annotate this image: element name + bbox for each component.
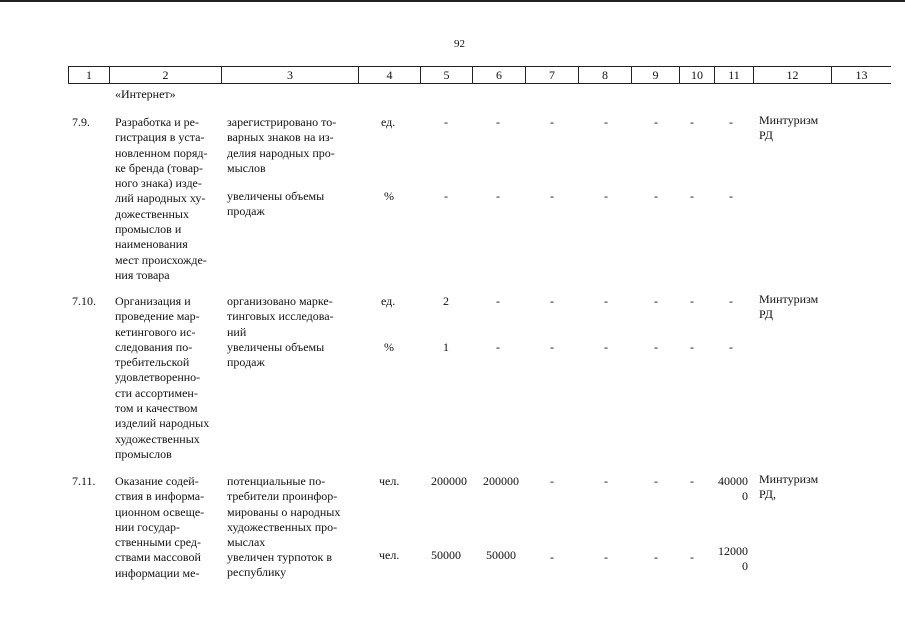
value-col-10: -: [690, 550, 694, 564]
indicator-text: увеличены объемы продаж: [227, 189, 325, 219]
carry-over-text: «Интернет»: [115, 87, 176, 101]
row-number: 7.10.: [72, 294, 96, 308]
header-col-8: 8: [578, 67, 631, 83]
value-col-5: 2: [443, 294, 449, 308]
value-col-9: -: [654, 115, 658, 129]
indicator-text: увеличены объемы продаж: [227, 340, 325, 370]
value-col-11: 12000 0: [718, 544, 748, 574]
value-col-11: -: [729, 115, 733, 129]
value-col-7: -: [550, 189, 554, 203]
header-col-6: 6: [472, 67, 525, 83]
measure-name: Оказание содей- ствия в информа- ционном освеще- нии государ- ственными сред- ствами массовой информации ме-: [115, 474, 205, 580]
page-number: 92: [454, 38, 465, 50]
header-col-3: 3: [221, 67, 358, 83]
responsible-agency: Минтуризм РД: [759, 292, 819, 322]
header-col-1: 1: [68, 67, 109, 83]
value-col-5: 1: [443, 340, 449, 354]
value-col-8: -: [604, 474, 608, 488]
header-col-10: 10: [679, 67, 714, 83]
indicator-text: увеличен турпоток в республику: [227, 550, 333, 580]
value-col-8: -: [604, 340, 608, 354]
header-col-4: 4: [358, 67, 420, 83]
value-col-7: -: [550, 550, 554, 564]
indicator-unit: %: [384, 340, 394, 354]
value-col-11: -: [729, 294, 733, 308]
value-col-11: 40000 0: [718, 474, 748, 504]
value-col-10: -: [690, 340, 694, 354]
responsible-agency: Минтуризм РД: [759, 113, 819, 143]
value-col-7: -: [550, 340, 554, 354]
value-col-5: -: [444, 189, 448, 203]
measure-name: Организация и проведение мар- кетингового ис- следования по- требительской удовлетворенно- сти ассортимен- том и качеством изделий народных художественных промыслов: [115, 294, 210, 461]
value-col-8: -: [604, 115, 608, 129]
value-col-8: -: [604, 294, 608, 308]
value-col-7: -: [550, 474, 554, 488]
indicator-unit: чел.: [379, 548, 400, 562]
value-col-6: -: [496, 189, 500, 203]
value-col-7: -: [550, 294, 554, 308]
indicator-text: зарегистрировано то- варных знаков на из- делия народных про- мыслов: [227, 115, 337, 175]
indicator-unit: %: [384, 189, 394, 203]
indicator-unit: ед.: [381, 294, 396, 308]
row-number: 7.9.: [72, 115, 90, 129]
value-col-9: -: [654, 340, 658, 354]
value-col-10: -: [690, 115, 694, 129]
value-col-5: 200000: [431, 474, 467, 488]
header-col-7: 7: [525, 67, 578, 83]
value-col-10: -: [690, 189, 694, 203]
value-col-6: -: [496, 340, 500, 354]
value-col-9: -: [654, 294, 658, 308]
table-header-row: [68, 66, 891, 84]
header-col-2: 2: [109, 67, 221, 83]
header-col-13: 13: [831, 67, 891, 83]
value-col-6: 50000: [486, 548, 516, 562]
measure-name: Разработка и ре- гистрация в уста- новленном поряд- ке бренда (товар- ного знака) изде- лий народных ху- дожественных промыслов и наименования мест происхожде- ния товара: [115, 115, 208, 282]
indicator-unit: чел.: [379, 474, 400, 488]
value-col-11: -: [729, 340, 733, 354]
responsible-agency: Минтуризм РД,: [759, 472, 819, 502]
value-col-11: -: [729, 189, 733, 203]
header-col-9: 9: [631, 67, 679, 83]
value-col-6: -: [496, 294, 500, 308]
value-col-6: 200000: [483, 474, 519, 488]
indicator-text: организовано марке- тинговых исследова- ний: [227, 294, 334, 339]
value-col-10: -: [690, 474, 694, 488]
value-col-9: -: [654, 550, 658, 564]
value-col-7: -: [550, 115, 554, 129]
value-col-9: -: [654, 474, 658, 488]
value-col-6: -: [496, 115, 500, 129]
indicator-unit: ед.: [381, 115, 396, 129]
header-col-5: 5: [420, 67, 472, 83]
indicator-text: потенциальные по- требители проинфор- мированы о народных художественных про- мыслах: [227, 474, 341, 550]
row-number: 7.11.: [72, 474, 96, 488]
value-col-8: -: [604, 189, 608, 203]
value-col-8: -: [604, 550, 608, 564]
header-col-11: 11: [714, 67, 753, 83]
value-col-5: -: [444, 115, 448, 129]
value-col-10: -: [690, 294, 694, 308]
value-col-9: -: [654, 189, 658, 203]
value-col-5: 50000: [431, 548, 461, 562]
page-top-edge: [0, 0, 905, 2]
header-col-12: 12: [753, 67, 831, 83]
